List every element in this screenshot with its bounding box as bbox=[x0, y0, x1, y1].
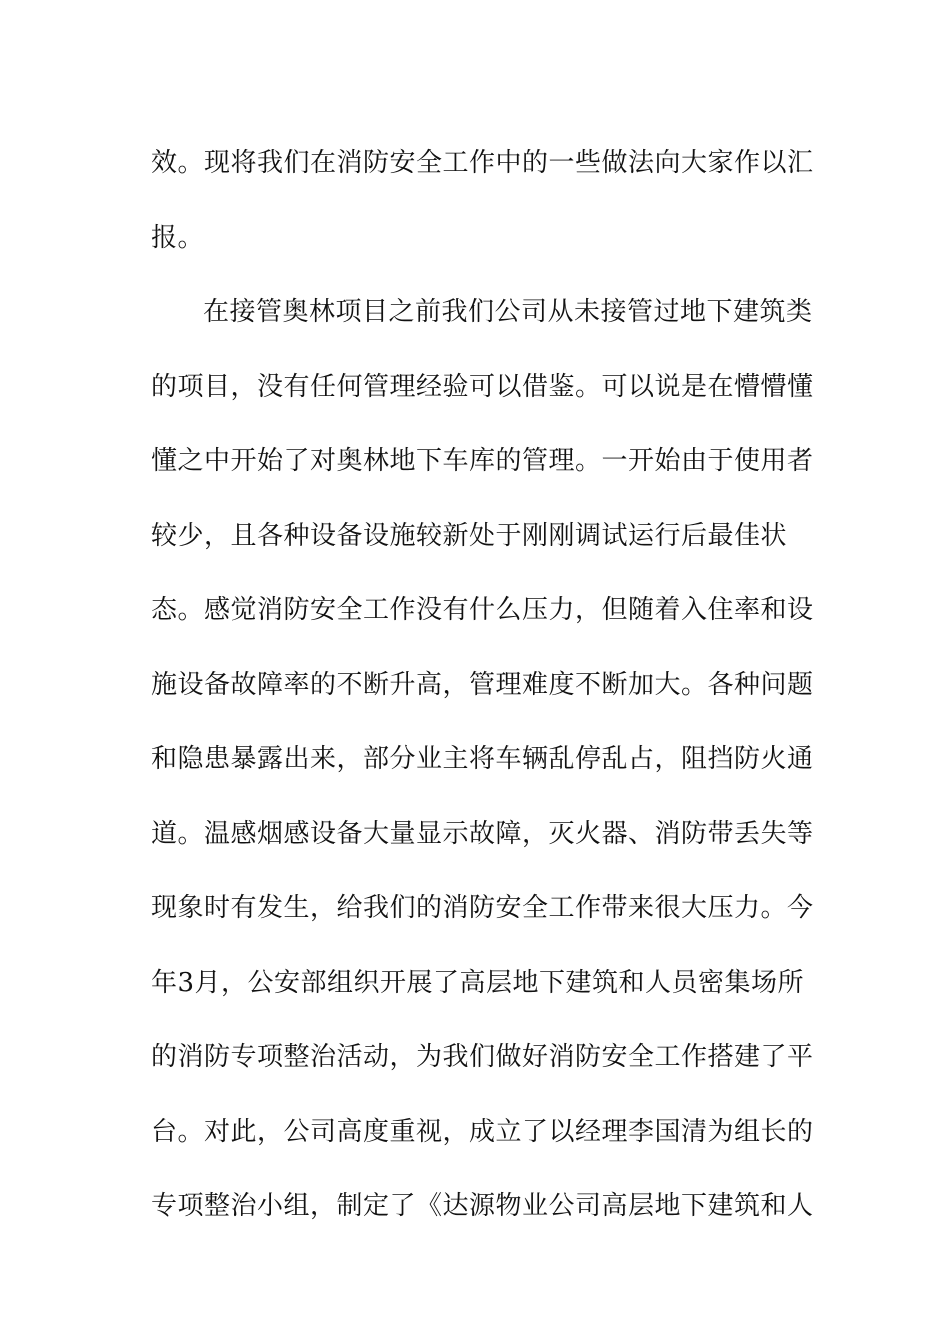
text-line: 现象时有发生，给我们的消防安全工作带来很大压力。今 bbox=[151, 893, 814, 923]
text-line: 懂之中开始了对奥林地下车库的管理。一开始由于使用者 bbox=[151, 446, 814, 476]
text-line: 报。 bbox=[151, 222, 205, 253]
text-line: 年3月，公安部组织开展了高层地下建筑和人员密集场所 bbox=[151, 967, 805, 998]
paragraph-first-line: 在接管奥林项目之前我们公司从未接管过地下建筑类 bbox=[203, 297, 813, 327]
text-line: 较少，且各种设备设施较新处于刚刚调试运行后最佳状 bbox=[151, 520, 788, 551]
text-line: 的消防专项整治活动，为我们做好消防安全工作搭建了平 bbox=[151, 1042, 814, 1072]
text-line: 施设备故障率的不断升高，管理难度不断加大。各种问题 bbox=[151, 669, 814, 700]
text-line: 效。现将我们在消防安全工作中的一些做法向大家作以汇 bbox=[151, 148, 814, 178]
text-line: 态。感觉消防安全工作没有什么压力，但随着入住率和设 bbox=[151, 595, 814, 625]
text-line: 道。温感烟感设备大量显示故障，灭火器、消防带丢失等 bbox=[151, 818, 814, 849]
text-line: 台。对此，公司高度重视，成立了以经理李国清为组长的 bbox=[151, 1116, 814, 1147]
text-line: 的项目，没有任何管理经验可以借鉴。可以说是在懵懵懂 bbox=[151, 371, 814, 402]
body-text bbox=[151, 126, 814, 1244]
text-line: 专项整治小组，制定了《达源物业公司高层地下建筑和人 bbox=[151, 1191, 814, 1221]
text-line: 和隐患暴露出来，部分业主将车辆乱停乱占，阻挡防火通 bbox=[151, 744, 814, 774]
